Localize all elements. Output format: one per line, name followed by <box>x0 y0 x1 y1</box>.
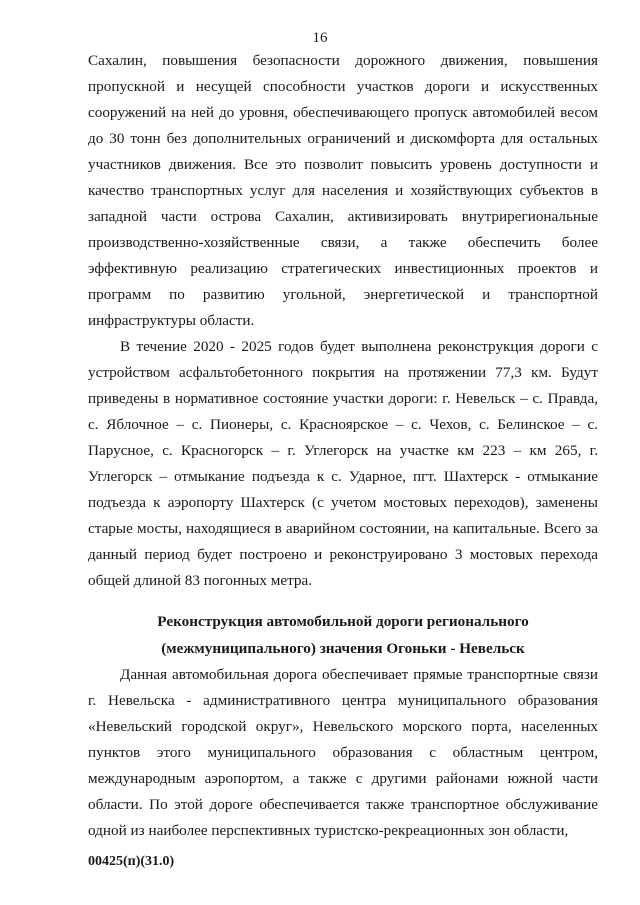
section-heading <box>88 608 598 662</box>
paragraph-2: В течение 2020 - 2025 годов будет выполнена реконструкция дороги с устройством асфальтобетонного покрытия на протяжении 77,3 км. Будут приведены в нормативное состояние участки дороги: г. Невельск – с. Правда, с. Яблочное – с. Пионеры, с. Красноярское – с. Чехов, с. Белинское – с. Парусное, с. Красногорск – г. Углегорск на участке км 223 – км 265, г. Углегорск – отмыкание подъезда к с. Ударное, пгт. Шахтерск - отмыкание подъезда к аэропорту Шахтерск (с учетом мостовых переходов), заменены старые мосты, находящиеся в аварийном состоянии, на капитальные. Всего за данный период будет построено и реконструировано 3 мостовых перехода общей длиной 83 погонных метра. <box>88 338 598 589</box>
paragraph-3: Данная автомобильная дорога обеспечивает прямые транспортные связи г. Невельска - административного центра муниципального образования «Невельский городской округ», Невельского морского порта, населенных пунктов этого муниципального образования с областным центром, международным аэропортом, а также с другими районами южной части области. По этой дороге обеспечивается также транспортное обслуживание одной из наиболее перспективных туристско-рекреационных зон области, <box>88 666 598 839</box>
section-heading-line-1: Реконструкция автомобильной дороги регионального <box>157 613 529 630</box>
page-number: 16 <box>312 30 328 46</box>
document-body <box>88 48 598 844</box>
paragraph-1: Сахалин, повышения безопасности дорожного движения, повышения пропускной и несущей способности участков дороги и искусственных сооружений на ней до уровня, обеспечивающего пропуск автомобилей весом до 30 тонн без дополнительных ограничений и дискомфорта для остальных участников движения. Все это позволит повысить уровень доступности и качество транспортных услуг для населения и хозяйствующих субъектов в западной части острова Сахалин, активизировать внутрирегиональные производственно-хозяйственные связи, а также обеспечить более эффективную реализацию стратегических инвестиционных проектов и программ по развитию угольной, энергетической и транспортной инфраструктуры области. <box>88 52 598 329</box>
section-heading-line-2: (межмуниципального) значения Огоньки - Невельск <box>161 640 525 657</box>
document-code: 00425(п)(31.0) <box>88 854 175 869</box>
